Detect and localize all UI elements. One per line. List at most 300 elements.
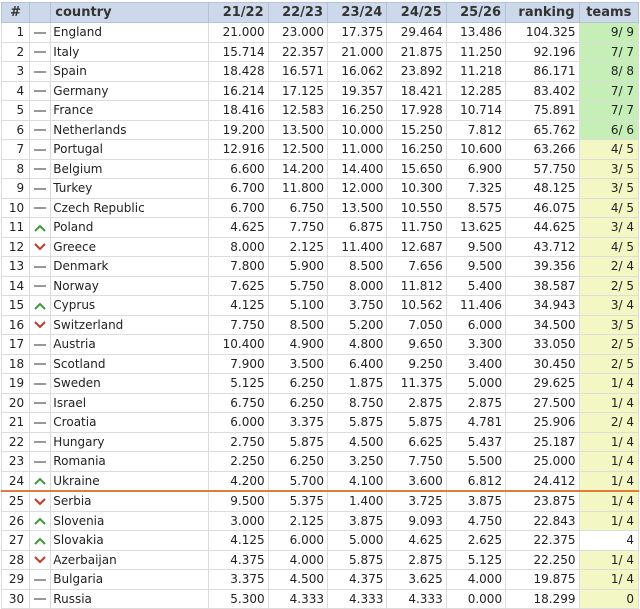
col-header-2425[interactable]: 24/25 — [387, 3, 446, 23]
country-name[interactable]: Austria — [51, 335, 209, 355]
row-index: 22 — [2, 432, 30, 452]
row-index: 7 — [2, 140, 30, 160]
ranking-value: 34.500 — [506, 315, 579, 335]
country-name[interactable]: Poland — [51, 218, 209, 238]
row-index: 4 — [2, 81, 30, 101]
movement-cell — [30, 550, 51, 570]
movement-cell — [30, 276, 51, 296]
movement-cell — [30, 101, 51, 121]
ranking-value: 75.891 — [506, 101, 579, 121]
season-2324-value: 8.500 — [328, 257, 387, 277]
movement-cell — [30, 257, 51, 277]
season-2425-value: 3.600 — [387, 471, 446, 491]
season-2122-value: 3.000 — [209, 511, 268, 531]
col-header-2122[interactable]: 21/22 — [209, 3, 268, 23]
season-2122-value: 8.000 — [209, 237, 268, 257]
season-2223-value: 6.250 — [268, 374, 327, 394]
row-index: 30 — [2, 589, 30, 609]
dash-icon — [34, 142, 46, 156]
country-name[interactable]: Norway — [51, 276, 209, 296]
row-index: 10 — [2, 198, 30, 218]
movement-cell — [30, 62, 51, 82]
season-2526-value: 11.406 — [446, 296, 505, 316]
teams-value: 7/ 7 — [579, 101, 638, 121]
country-name[interactable]: Denmark — [51, 257, 209, 277]
season-2122-value: 4.125 — [209, 531, 268, 551]
teams-value: 1/ 4 — [579, 452, 638, 472]
season-2122-value: 3.375 — [209, 570, 268, 590]
season-2526-value: 3.300 — [446, 335, 505, 355]
dash-icon — [34, 123, 46, 137]
season-2324-value: 17.375 — [328, 23, 387, 43]
season-2526-value: 12.285 — [446, 81, 505, 101]
movement-cell — [30, 42, 51, 62]
season-2324-value: 4.100 — [328, 471, 387, 491]
country-name[interactable]: Bulgaria — [51, 570, 209, 590]
movement-cell — [30, 393, 51, 413]
row-index: 23 — [2, 452, 30, 472]
country-name[interactable]: Greece — [51, 237, 209, 257]
season-2324-value: 19.357 — [328, 81, 387, 101]
row-index: 3 — [2, 62, 30, 82]
ranking-value: 65.762 — [506, 120, 579, 140]
season-2223-value: 4.900 — [268, 335, 327, 355]
country-name[interactable]: Portugal — [51, 140, 209, 160]
season-2223-value: 12.500 — [268, 140, 327, 160]
season-2324-value: 11.000 — [328, 140, 387, 160]
country-name[interactable]: Netherlands — [51, 120, 209, 140]
table-row[interactable] — [2, 432, 639, 452]
season-2324-value: 4.333 — [328, 589, 387, 609]
season-2324-value: 1.875 — [328, 374, 387, 394]
dash-icon — [34, 357, 46, 371]
ranking-value: 22.375 — [506, 531, 579, 551]
season-2425-value: 2.875 — [387, 393, 446, 413]
table-row[interactable] — [2, 452, 639, 472]
ranking-value: 22.250 — [506, 550, 579, 570]
season-2223-value: 5.750 — [268, 276, 327, 296]
country-name[interactable]: Scotland — [51, 354, 209, 374]
ranking-value: 22.843 — [506, 511, 579, 531]
country-name[interactable]: Italy — [51, 42, 209, 62]
dash-icon — [34, 592, 46, 606]
row-index: 16 — [2, 315, 30, 335]
season-2122-value: 2.750 — [209, 432, 268, 452]
ranking-value: 33.050 — [506, 335, 579, 355]
season-2526-value: 2.875 — [446, 393, 505, 413]
country-name[interactable]: Cyprus — [51, 296, 209, 316]
teams-value: 1/ 4 — [579, 550, 638, 570]
ranking-value: 29.625 — [506, 374, 579, 394]
country-name[interactable]: Switzerland — [51, 315, 209, 335]
dash-icon — [34, 337, 46, 351]
arrow-up-icon — [34, 533, 46, 547]
movement-cell — [30, 531, 51, 551]
movement-cell — [30, 413, 51, 433]
row-index: 27 — [2, 531, 30, 551]
table-row[interactable] — [2, 471, 639, 491]
table-row[interactable] — [2, 257, 639, 277]
table-row[interactable] — [2, 101, 639, 121]
season-2425-value: 15.650 — [387, 159, 446, 179]
movement-cell — [30, 374, 51, 394]
movement-cell — [30, 179, 51, 199]
season-2526-value: 7.325 — [446, 179, 505, 199]
country-name[interactable]: Spain — [51, 62, 209, 82]
season-2223-value: 6.750 — [268, 198, 327, 218]
dash-icon — [34, 84, 46, 98]
arrow-down-icon — [34, 240, 46, 254]
table-row[interactable] — [2, 179, 639, 199]
season-2223-value: 6.250 — [268, 393, 327, 413]
season-2223-value: 11.800 — [268, 179, 327, 199]
movement-cell — [30, 570, 51, 590]
ranking-value: 24.412 — [506, 471, 579, 491]
table-row[interactable] — [2, 354, 639, 374]
country-name[interactable]: Slovakia — [51, 531, 209, 551]
season-2425-value: 9.250 — [387, 354, 446, 374]
country-name[interactable]: Romania — [51, 452, 209, 472]
teams-value: 3/ 4 — [579, 218, 638, 238]
dash-icon — [34, 415, 46, 429]
ranking-value: 25.000 — [506, 452, 579, 472]
movement-cell — [30, 452, 51, 472]
col-header-2324[interactable]: 23/24 — [328, 3, 387, 23]
ranking-value: 25.187 — [506, 432, 579, 452]
season-2526-value: 6.812 — [446, 471, 505, 491]
season-2425-value: 11.812 — [387, 276, 446, 296]
season-2526-value: 4.750 — [446, 511, 505, 531]
season-2425-value: 11.375 — [387, 374, 446, 394]
season-2324-value: 5.875 — [328, 413, 387, 433]
season-2425-value: 9.093 — [387, 511, 446, 531]
season-2324-value: 8.750 — [328, 393, 387, 413]
season-2122-value: 7.900 — [209, 354, 268, 374]
season-2122-value: 2.250 — [209, 452, 268, 472]
season-2122-value: 5.300 — [209, 589, 268, 609]
movement-cell — [30, 81, 51, 101]
teams-value: 1/ 4 — [579, 511, 638, 531]
row-index: 13 — [2, 257, 30, 277]
season-2223-value: 5.100 — [268, 296, 327, 316]
table-row[interactable] — [2, 413, 639, 433]
arrow-up-icon — [34, 474, 46, 488]
dash-icon — [34, 45, 46, 59]
season-2122-value: 7.625 — [209, 276, 268, 296]
col-header-ranking[interactable]: ranking — [506, 3, 579, 23]
season-2223-value: 3.375 — [268, 413, 327, 433]
arrow-up-icon — [34, 514, 46, 528]
ranking-value: 86.171 — [506, 62, 579, 82]
ranking-value: 30.450 — [506, 354, 579, 374]
table-row[interactable] — [2, 296, 639, 316]
season-2122-value: 4.375 — [209, 550, 268, 570]
season-2223-value: 16.571 — [268, 62, 327, 82]
season-2122-value: 19.200 — [209, 120, 268, 140]
ranking-value: 18.299 — [506, 589, 579, 609]
season-2425-value: 4.625 — [387, 531, 446, 551]
table-row[interactable] — [2, 120, 639, 140]
dash-icon — [34, 181, 46, 195]
row-index: 14 — [2, 276, 30, 296]
teams-value: 2/ 4 — [579, 413, 638, 433]
table-row[interactable] — [2, 23, 639, 43]
country-name[interactable]: Slovenia — [51, 511, 209, 531]
country-name[interactable]: Sweden — [51, 374, 209, 394]
row-index: 24 — [2, 471, 30, 491]
season-2122-value: 12.916 — [209, 140, 268, 160]
movement-cell — [30, 198, 51, 218]
season-2526-value: 3.400 — [446, 354, 505, 374]
row-index: 28 — [2, 550, 30, 570]
movement-cell — [30, 218, 51, 238]
teams-value: 4 — [579, 531, 638, 551]
country-name[interactable]: Azerbaijan — [51, 550, 209, 570]
movement-cell — [30, 315, 51, 335]
season-2223-value: 4.000 — [268, 550, 327, 570]
table-row[interactable] — [2, 570, 639, 590]
movement-cell — [30, 23, 51, 43]
season-2324-value: 10.000 — [328, 120, 387, 140]
season-2526-value: 10.600 — [446, 140, 505, 160]
country-name[interactable]: Serbia — [51, 491, 209, 511]
teams-value: 1/ 4 — [579, 374, 638, 394]
season-2324-value: 4.375 — [328, 570, 387, 590]
season-2324-value: 3.875 — [328, 511, 387, 531]
ranking-value: 25.906 — [506, 413, 579, 433]
row-index: 12 — [2, 237, 30, 257]
season-2223-value: 14.200 — [268, 159, 327, 179]
movement-cell — [30, 159, 51, 179]
season-2223-value: 3.500 — [268, 354, 327, 374]
country-name[interactable]: Israel — [51, 393, 209, 413]
season-2122-value: 7.750 — [209, 315, 268, 335]
teams-value: 8/ 8 — [579, 62, 638, 82]
col-header-teams[interactable]: teams — [579, 3, 638, 23]
season-2122-value: 16.214 — [209, 81, 268, 101]
season-2526-value: 5.500 — [446, 452, 505, 472]
season-2425-value: 16.250 — [387, 140, 446, 160]
season-2425-value: 3.625 — [387, 570, 446, 590]
row-index: 18 — [2, 354, 30, 374]
table-row[interactable] — [2, 511, 639, 531]
teams-value: 6/ 6 — [579, 120, 638, 140]
movement-cell — [30, 471, 51, 491]
season-2122-value: 5.125 — [209, 374, 268, 394]
row-index: 11 — [2, 218, 30, 238]
country-name[interactable]: Hungary — [51, 432, 209, 452]
movement-cell — [30, 296, 51, 316]
season-2324-value: 3.750 — [328, 296, 387, 316]
season-2425-value: 7.750 — [387, 452, 446, 472]
season-2223-value: 4.500 — [268, 570, 327, 590]
season-2324-value: 5.000 — [328, 531, 387, 551]
movement-cell — [30, 120, 51, 140]
teams-value: 1/ 4 — [579, 471, 638, 491]
table-body — [2, 23, 639, 609]
dash-icon — [34, 279, 46, 293]
season-2526-value: 2.625 — [446, 531, 505, 551]
col-header-movement — [30, 3, 51, 23]
ranking-value: 83.402 — [506, 81, 579, 101]
season-2526-value: 11.250 — [446, 42, 505, 62]
season-2526-value: 9.500 — [446, 237, 505, 257]
season-2324-value: 16.062 — [328, 62, 387, 82]
teams-value: 0 — [579, 589, 638, 609]
col-header-index[interactable]: # — [2, 3, 30, 23]
row-index: 29 — [2, 570, 30, 590]
season-2324-value: 5.875 — [328, 550, 387, 570]
season-2526-value: 8.575 — [446, 198, 505, 218]
season-2324-value: 21.000 — [328, 42, 387, 62]
table-row[interactable] — [2, 491, 639, 511]
season-2526-value: 4.000 — [446, 570, 505, 590]
country-name[interactable]: Croatia — [51, 413, 209, 433]
season-2223-value: 23.000 — [268, 23, 327, 43]
season-2425-value: 7.656 — [387, 257, 446, 277]
movement-cell — [30, 335, 51, 355]
season-2223-value: 5.375 — [268, 491, 327, 511]
season-2425-value: 17.928 — [387, 101, 446, 121]
season-2425-value: 29.464 — [387, 23, 446, 43]
table-row[interactable] — [2, 42, 639, 62]
season-2223-value: 6.000 — [268, 531, 327, 551]
teams-value: 3/ 5 — [579, 315, 638, 335]
season-2122-value: 6.750 — [209, 393, 268, 413]
teams-value: 2/ 4 — [579, 257, 638, 277]
season-2526-value: 5.437 — [446, 432, 505, 452]
season-2425-value: 10.300 — [387, 179, 446, 199]
season-2425-value: 7.050 — [387, 315, 446, 335]
movement-cell — [30, 354, 51, 374]
season-2526-value: 13.486 — [446, 23, 505, 43]
col-header-country[interactable]: country — [51, 3, 209, 23]
season-2122-value: 7.800 — [209, 257, 268, 277]
season-2425-value: 6.625 — [387, 432, 446, 452]
season-2425-value: 10.562 — [387, 296, 446, 316]
movement-cell — [30, 491, 51, 511]
arrow-down-icon — [34, 318, 46, 332]
table-row[interactable] — [2, 393, 639, 413]
teams-value: 3/ 5 — [579, 179, 638, 199]
arrow-up-icon — [34, 298, 46, 312]
season-2122-value: 4.125 — [209, 296, 268, 316]
dash-icon — [34, 454, 46, 468]
season-2526-value: 6.000 — [446, 315, 505, 335]
season-2526-value: 6.900 — [446, 159, 505, 179]
season-2425-value: 10.550 — [387, 198, 446, 218]
season-2526-value: 5.125 — [446, 550, 505, 570]
table-row[interactable] — [2, 159, 639, 179]
table-row[interactable] — [2, 374, 639, 394]
table-row[interactable] — [2, 315, 639, 335]
ranking-value: 44.625 — [506, 218, 579, 238]
table-row[interactable] — [2, 531, 639, 551]
season-2122-value: 4.625 — [209, 218, 268, 238]
col-header-2223[interactable]: 22/23 — [268, 3, 327, 23]
season-2425-value: 9.650 — [387, 335, 446, 355]
dash-icon — [34, 64, 46, 78]
country-name[interactable]: Germany — [51, 81, 209, 101]
col-header-2526[interactable]: 25/26 — [446, 3, 505, 23]
row-index: 20 — [2, 393, 30, 413]
country-name[interactable]: Belgium — [51, 159, 209, 179]
season-2425-value: 3.725 — [387, 491, 446, 511]
season-2425-value: 12.687 — [387, 237, 446, 257]
ranking-value: 92.196 — [506, 42, 579, 62]
table-row[interactable] — [2, 81, 639, 101]
teams-value: 2/ 5 — [579, 276, 638, 296]
table-row[interactable] — [2, 140, 639, 160]
dash-icon — [34, 201, 46, 215]
ranking-value: 27.500 — [506, 393, 579, 413]
season-2324-value: 12.000 — [328, 179, 387, 199]
season-2122-value: 18.428 — [209, 62, 268, 82]
ranking-value: 39.356 — [506, 257, 579, 277]
season-2526-value: 4.781 — [446, 413, 505, 433]
table-row[interactable] — [2, 550, 639, 570]
season-2122-value: 9.500 — [209, 491, 268, 511]
ranking-value: 23.875 — [506, 491, 579, 511]
teams-value: 2/ 5 — [579, 354, 638, 374]
header-row — [2, 3, 639, 23]
country-name[interactable]: England — [51, 23, 209, 43]
ranking-table — [1, 2, 639, 609]
season-2223-value: 13.500 — [268, 120, 327, 140]
table-row[interactable] — [2, 62, 639, 82]
dash-icon — [34, 572, 46, 586]
movement-cell — [30, 589, 51, 609]
table-row[interactable] — [2, 218, 639, 238]
table-row[interactable] — [2, 237, 639, 257]
table-row[interactable] — [2, 335, 639, 355]
season-2324-value: 6.875 — [328, 218, 387, 238]
season-2324-value: 14.400 — [328, 159, 387, 179]
season-2425-value: 18.421 — [387, 81, 446, 101]
row-index: 8 — [2, 159, 30, 179]
season-2526-value: 5.400 — [446, 276, 505, 296]
dash-icon — [34, 259, 46, 273]
season-2526-value: 3.875 — [446, 491, 505, 511]
table-row[interactable] — [2, 589, 639, 609]
country-name[interactable]: France — [51, 101, 209, 121]
row-index: 1 — [2, 23, 30, 43]
table-row[interactable] — [2, 276, 639, 296]
teams-value: 4/ 5 — [579, 237, 638, 257]
movement-cell — [30, 237, 51, 257]
season-2324-value: 11.400 — [328, 237, 387, 257]
season-2223-value: 4.333 — [268, 589, 327, 609]
country-name[interactable]: Czech Republic — [51, 198, 209, 218]
dash-icon — [34, 25, 46, 39]
season-2223-value: 6.250 — [268, 452, 327, 472]
season-2324-value: 13.500 — [328, 198, 387, 218]
country-name[interactable]: Turkey — [51, 179, 209, 199]
table-row[interactable] — [2, 198, 639, 218]
season-2425-value: 23.892 — [387, 62, 446, 82]
country-name[interactable]: Ukraine — [51, 471, 209, 491]
teams-value: 2/ 5 — [579, 335, 638, 355]
teams-value: 1/ 4 — [579, 491, 638, 511]
teams-value: 9/ 9 — [579, 23, 638, 43]
season-2324-value: 4.800 — [328, 335, 387, 355]
ranking-value: 46.075 — [506, 198, 579, 218]
season-2425-value: 15.250 — [387, 120, 446, 140]
season-2425-value: 2.875 — [387, 550, 446, 570]
season-2324-value: 16.250 — [328, 101, 387, 121]
season-2122-value: 6.700 — [209, 179, 268, 199]
country-name[interactable]: Russia — [51, 589, 209, 609]
